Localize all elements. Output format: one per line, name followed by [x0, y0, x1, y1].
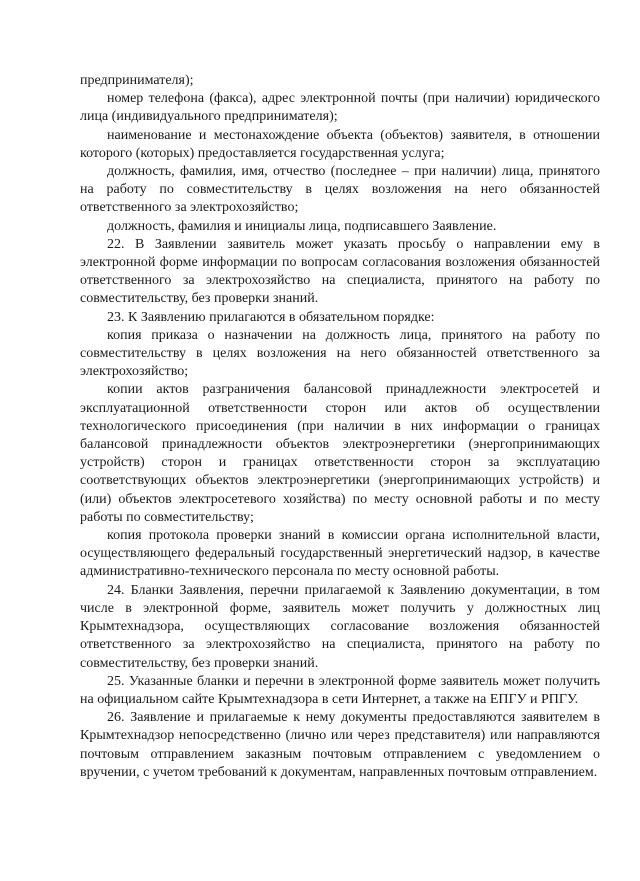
- paragraph-26: 26. Заявление и прилагаемые к нему документы предоставляются заявителем в Крымтехнадзор непосредственно (лично или через представителя) или направляются почтовым отправлением заказным почтовым отправлением с уведомлением о вручении, с учетом требований к документам, направленных почтовым отправлением.: [80, 710, 600, 780]
- paragraph-order-copy: копия приказа о назначении на должность лица, принятого на работу по совместительству в целях возложения на него обязанностей ответственного за электрохозяйство;: [80, 327, 600, 380]
- paragraph-continuation: предпринимателя);: [80, 73, 194, 88]
- paragraph-position-name: должность, фамилия, имя, отчество (последнее – при наличии) лица, принятого на работу по совместительству в целях возложения на него обязанностей ответственного за электрохозяйство;: [80, 164, 600, 216]
- document-page: [80, 72, 600, 782]
- paragraph-signatory: должность, фамилия и инициалы лица, подписавшего Заявление.: [107, 218, 497, 234]
- paragraph-phone-email: номер телефона (факса), адрес электронной почты (при наличии) юридического лица (индивидуального предпринимателя);: [80, 91, 600, 125]
- paragraph-22: 22. В Заявлении заявитель может указать просьбу о направлении ему в электронной форме информации по вопросам согласования возложения обязанностей ответственного за электрохозяйство на специалиста, принятого на работу по совместительству, без проверки знаний.: [80, 236, 600, 307]
- paragraph-25: 25. Указанные бланки и перечни в электронной форме заявитель может получить на официальном сайте Крымтехнадзора в сети Интернет, а также на ЕПГУ и РПГУ.: [80, 673, 600, 707]
- paragraph-object-name: наименование и местонахождение объекта (объектов) заявителя, в отношении которого (которых) предоставляется государственная услуга;: [80, 127, 600, 161]
- paragraph-acts-copy: копии актов разграничения балансовой принадлежности электросетей и эксплуатационной ответственности сторон или актов об осуществлении технологического присоединения (при наличии в них информации о границах балансовой принадлежности объектов электроэнергетики (энергопринимающих устройств) сторон и границах ответственности сторон за эксплуатацию соответствующих объектов электроэнергетики (энергопринимающих устройств) и (или) объектов электросетевого хозяйства) по месту основной работы и по месту работы по совместительству;: [80, 382, 600, 525]
- paragraph-protocol-copy: копия протокола проверки знаний в комиссии органа исполнительной власти, осуществляющего федеральный государственный энергетический надзор, в качестве административно-технического персонала по месту основной работы.: [80, 528, 600, 580]
- paragraph-24: 24. Бланки Заявления, перечни прилагаемой к Заявлению документации, в том числе в электронной форме, заявитель может получить у должностных лиц Крымтехнадзора, осуществляющих согласование возложения обязанностей ответственного за электрохозяйство на специалиста, принятого на работу по совместительству, без проверки знаний.: [80, 582, 600, 671]
- paragraph-23: 23. К Заявлению прилагаются в обязательном порядке:: [107, 309, 435, 325]
